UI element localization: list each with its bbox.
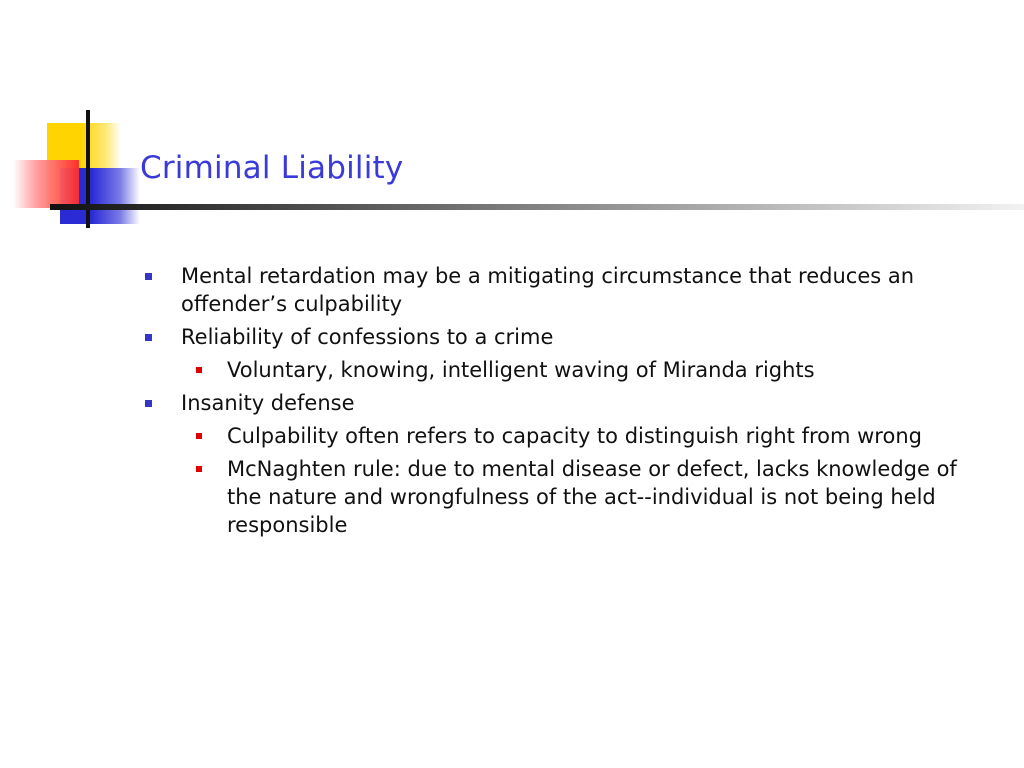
bullet-text: Reliability of confessions to a crime: [181, 325, 554, 349]
logo-red-square: [13, 160, 79, 208]
square-bullet-icon: [196, 367, 202, 373]
bullet-text: McNaghten rule: due to mental disease or defect, lacks knowledge of the nature and wrongfulness of the act--individual is not being held responsible: [227, 457, 957, 537]
bullet-text: Culpability often refers to capacity to distinguish right from wrong: [227, 424, 922, 448]
bullet-list: [0, 262, 1024, 544]
bullet-text: Voluntary, knowing, intelligent waving of Miranda rights: [227, 358, 815, 382]
sub-bullet-item-culpability: [227, 422, 997, 450]
bullet-item-mental-retardation: [181, 262, 996, 318]
slide-title: Criminal Liability: [140, 150, 404, 186]
bullet-item-insanity-defense: [181, 389, 996, 417]
bullet-item-confessions: [181, 323, 996, 351]
square-bullet-icon: [196, 433, 202, 439]
sub-bullet-item-miranda: [227, 356, 997, 384]
bullet-text: Mental retardation may be a mitigating circumstance that reduces an offender’s culpability: [181, 264, 915, 316]
square-bullet-icon: [145, 334, 152, 341]
square-bullet-icon: [145, 273, 152, 280]
square-bullet-icon: [196, 466, 202, 472]
logo-vertical-line: [86, 110, 90, 228]
sub-bullet-item-mcnaghten: [227, 455, 997, 539]
bullet-text: Insanity defense: [181, 391, 355, 415]
square-bullet-icon: [145, 400, 152, 407]
title-underline: [50, 204, 1024, 210]
